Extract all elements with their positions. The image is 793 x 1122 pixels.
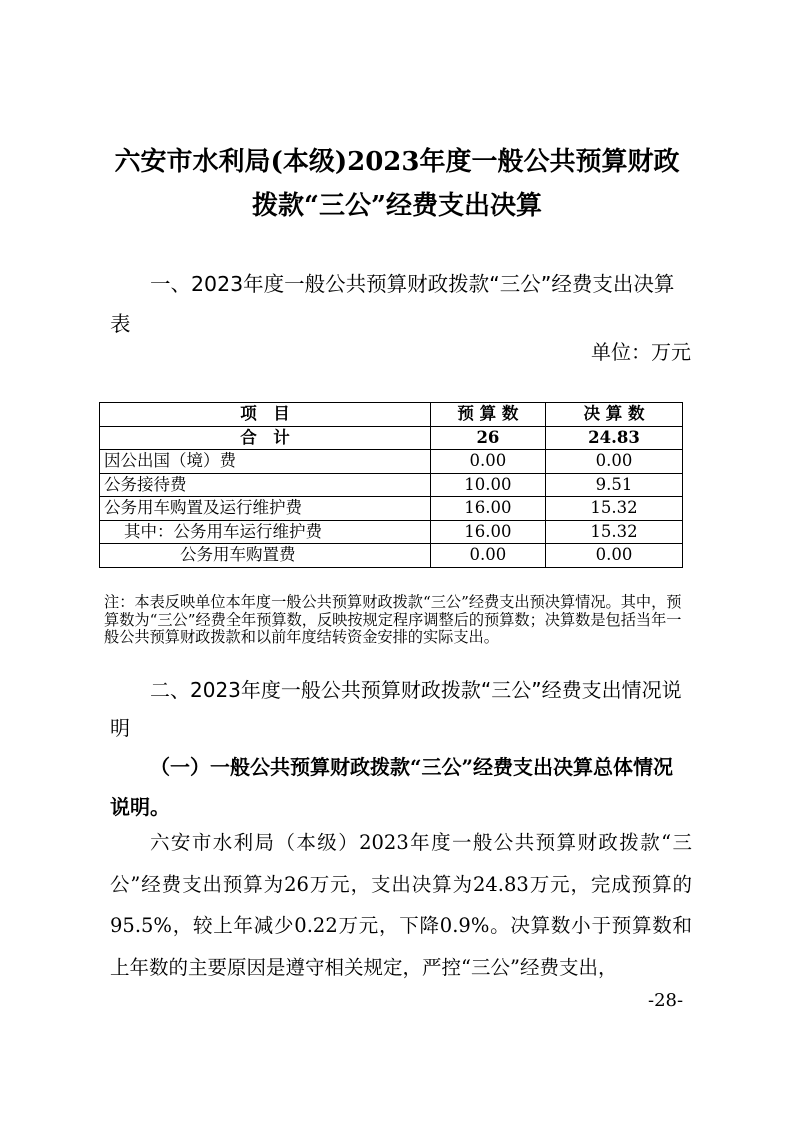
header-item: 项 目 xyxy=(100,403,431,427)
row-budget: 10.00 xyxy=(430,473,545,497)
row-budget: 16.00 xyxy=(430,520,545,544)
row-final: 9.51 xyxy=(545,473,682,497)
table-row xyxy=(100,473,683,497)
row-item: 合 计 xyxy=(100,426,431,450)
row-item: 公务用车购置及运行维护费 xyxy=(100,497,431,521)
table-row xyxy=(100,520,683,544)
row-budget: 0.00 xyxy=(430,450,545,474)
header-final: 决 算 数 xyxy=(545,403,682,427)
subsection1-heading: （一）一般公共预算财政拨款“三公”经费支出决算总体情况说明。 xyxy=(110,755,674,819)
row-final: 15.32 xyxy=(545,520,682,544)
table-note: 注：本表反映单位本年度一般公共预算财政拨款“三公”经费支出预决算情况。其中，预算数为“三公”经费全年预算数，反映按规定程序调整后的预算数；决算数是包括当年一般公共预算财政拨款和以前年度结转资金安排的实际支出。 xyxy=(104,593,682,646)
row-final: 0.00 xyxy=(545,544,682,568)
row-final: 0.00 xyxy=(545,450,682,474)
header-budget: 预 算 数 xyxy=(430,403,545,427)
row-item: 公务用车购置费 xyxy=(100,544,431,568)
page-number: -28- xyxy=(648,990,684,1011)
section1-heading: 一、2023年度一般公共预算财政拨款“三公”经费支出决算表 xyxy=(110,272,675,336)
section2-heading: 二、2023年度一般公共预算财政拨款“三公”经费支出情况说明 xyxy=(110,678,682,740)
row-final: 24.83 xyxy=(545,426,682,450)
table-row-total xyxy=(100,426,683,450)
row-budget: 26 xyxy=(430,426,545,450)
table-row xyxy=(100,544,683,568)
row-item: 其中：公务用车运行维护费 xyxy=(100,520,431,544)
row-budget: 0.00 xyxy=(430,544,545,568)
paragraph-1: 六安市水利局（本级）2023年度一般公共预算财政拨款“三公”经费支出预算为26万元，支出决算为24.83万元，完成预算的95.5%，较上年减少0.22万元，下降0.9%。决算数小于预算数和上年数的主要原因是遵守相关规定，严控“三公”经费支出， xyxy=(110,831,692,979)
row-item: 公务接待费 xyxy=(100,473,431,497)
table-header-row xyxy=(100,403,683,427)
row-final: 15.32 xyxy=(545,497,682,521)
table-row xyxy=(100,450,683,474)
table-row xyxy=(100,497,683,521)
unit-label: 单位：万元 xyxy=(591,340,691,364)
document-title: 六安市水利局(本级)2023年度一般公共预算财政拨款“三公”经费支出决算 xyxy=(114,147,680,221)
row-item: 因公出国（境）费 xyxy=(100,450,431,474)
row-budget: 16.00 xyxy=(430,497,545,521)
three-public-expense-table xyxy=(99,402,683,568)
